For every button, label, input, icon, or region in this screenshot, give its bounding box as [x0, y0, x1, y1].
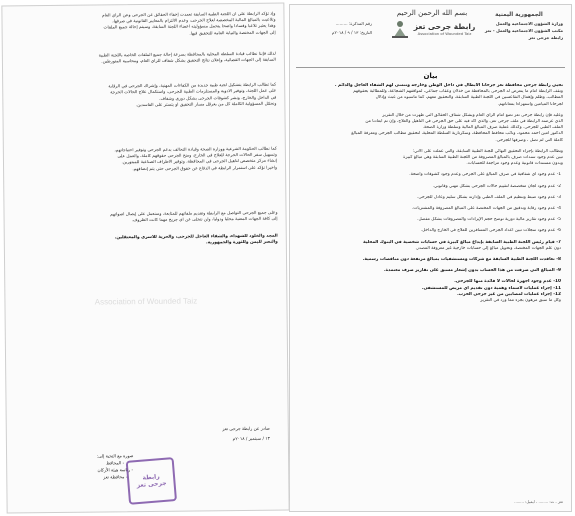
document-date: التاريخ: ١٣ / ٩ / ٢٠١٨م: [331, 30, 372, 35]
issuer-label: صادر عن رابطة جرحى تعز: [222, 426, 270, 433]
office-line: مكتب الشؤون الاجتماعية والعمل - تعز: [484, 28, 563, 33]
intro-paragraph: [290, 83, 571, 108]
paragraph-line: وإذ تؤكد الرابطة على أن اللجنة الطبية السابقة تعمدت إخفاء الحقائق عن الجرحى وعن الرأي العام: [101, 11, 276, 19]
logo-arabic: رابطة جرحى تعز: [413, 21, 476, 31]
list-item: 6- عدم وجود سجلات تبين أعداد الجرحى المسافرين للعلاج في الخارج والداخل.: [420, 228, 561, 234]
ministry-block: [475, 11, 563, 41]
paragraph-line: وتلاعبت بالمبالغ المالية المخصصة لعلاج الجرحى، وعدم الالتزام بالمعايير القانونية في صرفها،: [112, 17, 276, 25]
paragraph-line: إنشاء مركز متخصص لتأهيل الجرحى في المحافظة، وتوفير الأطراف الصناعية للمبتورين.: [121, 159, 278, 166]
statement-title: بيان: [423, 72, 438, 80]
list-item: 2- عدم وجود لجان متخصصة لتقييم حالات الجرحى بشكل مهني وقانوني.: [432, 183, 561, 189]
stamp-text: رابطة: [142, 473, 160, 482]
recipient-line: - رئاسة هيئة الأركان: [97, 468, 134, 474]
findings-list: [290, 172, 571, 304]
paragraph-line: في الداخل والخارج، ونشر كشوفات الجرحى بشكل دوري وشفاف.: [159, 95, 277, 102]
letterhead: [290, 5, 571, 67]
paragraph-line: والنصر لليمن وللثورة والجمهورية.: [205, 240, 278, 246]
intro-line: المطالب، وظلم وإهمال التقاعسين في اللجنة الطبية السابقة، والتحقيق معهم، كما ماسبوه من عبث وإذلال: [375, 95, 563, 101]
recipient-line: - محافظة تعز: [103, 475, 128, 481]
statement-page-1: [289, 4, 572, 512]
statement-page-2: [1, 3, 289, 514]
basmala: بسم الله الرحمن الرحيم: [396, 9, 468, 17]
paragraph-line: وبدون مستندات قانونية وعدم وجود مراجعة للحسابات.: [466, 161, 563, 167]
list-item: 8- تعاقدت اللجنة الطبية السابقة مع شركات ومستشفيات بمبالغ مرتفعة دون مناقصات رسمية.: [362, 257, 561, 263]
list-item: دون علم الجهات المختصة، وتحويل مبالغ إلى حسابات خارجية غير معروفة المصدر.: [415, 245, 561, 251]
demands-paragraph: [3, 51, 284, 66]
paragraph-line: السابقة إلى الجهات القضائية، وإعلان نتائج التحقيق بشكل شفاف للرأي العام، ومحاسبة المتورطين.: [101, 57, 276, 65]
closing-paragraph: [5, 234, 286, 249]
reference-block: [296, 19, 372, 37]
closing-line: وكل ما سبق مرهون بجزء مما ورد في التقرير: [480, 298, 561, 304]
association-line: رابطة جرحى تعز: [528, 35, 563, 40]
continuation-paragraph: [2, 12, 283, 40]
list-item: 10- عدم وجود أجهزة لحالات لا فائدة منها للجرحى.: [454, 279, 561, 285]
association-logo: [376, 19, 488, 39]
paragraph-line: وعليه فإن رابطة جرحى تعز تضع أمام الرأي العام وبشكل شفاف الحقائق التي ظهرت من خلال التقرير: [382, 112, 563, 118]
issue-date: ١٣ / سبتمبر / ٢٠١٨م: [232, 436, 270, 443]
intro-line: لجرحانا الميامين واستهزاءاً بمعاناتهم.: [497, 101, 563, 107]
list-item: 12- إجراء عمليات لمصابين من غير جرحى الحرب.: [457, 291, 561, 297]
committee-paragraph: [3, 83, 284, 111]
wounded-figure-icon: [389, 19, 411, 39]
paragraph-line: وعلى جميع الجرحى التواصل مع الرابطة وتقديم ملفاتهم للمتابعة، وسنعمل على إيصال أصواتهم: [110, 210, 278, 218]
third-paragraph: [290, 149, 571, 168]
paragraph-line: وهذا يعتبر تلاعباً وفساداً واضحاً يتحمل مسؤوليته أعضاء اللجنة السابقة، وسيتم إحالة جميع الملفات: [103, 24, 276, 31]
paragraph-line: إلى الجهات المختصة والنيابة العامة للتحقيق فيها.: [189, 30, 276, 37]
paragraph-line: وتسهيل سفر الحالات الحرجة للعلاج في الخارج، ومنح الجرحى حقوقهم كاملة، والعمل على: [117, 152, 277, 160]
reference-number: رقم المذكرة: .........: [335, 21, 372, 26]
paragraph-line: لذلك فإننا نطالب قيادة السلطة المحلية بالمحافظة بسرعة إحالة جميع الملفات الخاصة باللجنة الطبية: [98, 51, 276, 59]
paragraph-line: الملف الطبي للجرحى. وكذلك عملية صرف المبالغ المالية وسلطة وزارة الصحة.: [422, 125, 563, 131]
paragraph-line: على عمل اللجنة، وتوفير الأدوية والمستلزمات الطبية للجرحى، واستكمال علاج الحالات الحرجة: [110, 89, 277, 96]
republic-label: الجمهورية اليمنية: [495, 12, 543, 18]
intro-line: تحيي رابطة جرحى محافظة تعز جرحانا الأبطال في داخل الوطن وخارجه وتتمنى لهم الشفاء العاجل والدائم .: [334, 83, 563, 88]
paragraph-line: الذي عرضته الرابطة في ملف جرحى تعز، والذي أكد فيه على حق الجرحى في التأهيل والعلاج، وإن تم ابعادنا من: [365, 119, 563, 125]
paragraph-line: تبين عدم وجود سندات صرف بالمبالغ المصروفة من اللجنة الطبية السابقة وهي مبالغ كبيرة: [403, 155, 563, 161]
intro-line: وتقف الرابطة امام ما يتعرض له الجرحى بالمحافظة من خذلان وعقاب جماعي، لمواقفهم الشجاعة، وللمطالبة بحقوقهم: [353, 89, 563, 95]
paragraph-line: كما نطالب الحكومة الشرعية ووزارة الصحة وقيادة التحالف بدعم الجرحى وتوفير احتياجاتهم،: [114, 146, 277, 154]
government-paragraph: [4, 147, 285, 175]
recipient-line: - المحافظ: [106, 461, 125, 467]
watermark: Association of Wounded Taiz: [94, 296, 198, 307]
list-item: 1- عدم وجود أي شفافية في صرف المبالغ على الجرحى وعدم وجود كشوفات واضحة.: [409, 172, 561, 178]
paragraph-line: كما تطالب الرابطة بتشكيل لجنة طبية جديدة من الكفاءات المهنية، وإشراك الجرحى في الرقابة: [108, 82, 277, 90]
logo-block: [376, 9, 488, 39]
recipient-line: صورة مع التحية إلى:: [96, 454, 134, 460]
ministry-line: وزارة الشؤون الاجتماعية والعمل: [495, 21, 563, 26]
paragraph-line: المجد والخلود للشهداء، والشفاء العاجل للجرحى، والحرية للأسرى والمعتقلين.: [114, 233, 278, 241]
list-item: 9- المبالغ التي صرفت من هذا الحساب بدون إشعار مسبق على تقارير صرف معتمدة.: [383, 268, 561, 274]
stamp-text: جرحى تعز: [136, 479, 167, 490]
header-divider: [296, 67, 565, 68]
second-paragraph: [290, 113, 571, 144]
paragraph-line: ونحمّل المسؤولية الكاملة كل من يعرقل مسار التحقيق أو يتستر على الفاسدين.: [135, 101, 277, 108]
paragraph-line: إلى كافة الجهات المعنية محلياً ودولياً، ولن نتخلى عن أي جريح مهما كانت الظروف.: [131, 216, 278, 224]
paragraph-line: وأخيراً نؤكد على استمرار الرابطة في الدفاع عن حقوق الجرحى حتى يتم إنصافهم.: [132, 165, 278, 172]
paragraph-line: وتطالب الرابطة بإجراء التحقيق النهائي للجنة الطبية السابقة، والتي عملت على الآتي:: [412, 148, 563, 154]
list-item: 5- عدم وجود تقارير مالية دورية توضح حجم الإيرادات والمصروفات بشكل مفصل.: [417, 217, 561, 223]
paragraph-line: كاملة التي لم تصل ، وصرفها للجرحى.: [495, 137, 563, 143]
list-item: 3- عدم وجود ضبط وتنظيم في الملف الطبي وإدارته بشكل سليم وعادل للجرحى.: [417, 194, 561, 200]
contact-paragraph: [5, 210, 286, 225]
list-item: 4- عدم وجود رقابة وتدقيق من الجهات المختصة على المبالغ المصروفة والمشتريات.: [411, 206, 561, 212]
logo-english: Association of Wounded Taiz: [417, 30, 472, 36]
list-item: 11- إجراء عمليات لأسماء وهمية دون تقديم أي مريض للمستشفى.: [421, 285, 561, 291]
list-item: 7- قيام رئيس اللجنة الطبية السابقة بإيداع مبالغ كبيرة في حسابات شخصية في البنوك المحلية: [363, 239, 561, 245]
page-footer: [298, 499, 563, 505]
footer-contact: تعز - ت: ........ - ايميل: ........: [514, 499, 563, 504]
paragraph-line: الدكتور أمين أحمد محمود، ونائب محافظ المحافظة، وسكرتارية السلطة المحلية، لتحقيق مطالب الجرحى ومعرفة المبالغ: [351, 131, 563, 137]
association-stamp: [126, 457, 177, 505]
